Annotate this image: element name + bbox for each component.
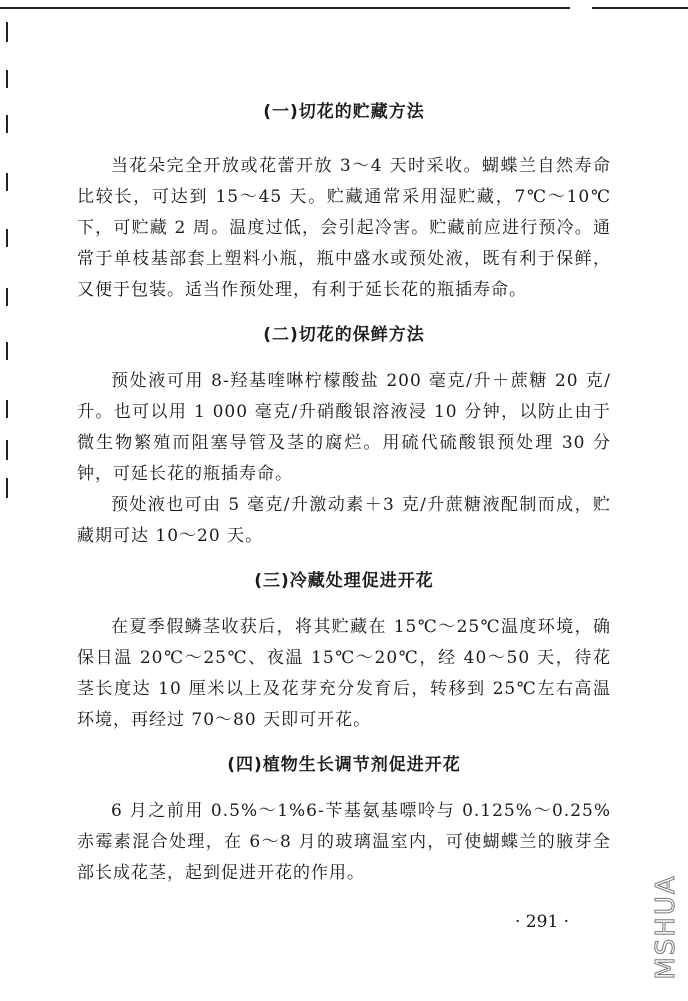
top-rule-right bbox=[592, 7, 688, 9]
body-paragraph: 预处液可用 8-羟基喹啉柠檬酸盐 200 毫克/升＋蔗糖 20 克/升。也可以用 1 000 毫克/升硝酸银溶液浸 10 分钟，以防止由于微生物繁殖而阻塞导管及茎的腐烂。用硫代硫酸银预处理 30 分钟，可延长花的瓶插寿命。 bbox=[77, 371, 611, 484]
scan-margin-mark bbox=[6, 440, 8, 460]
scan-margin-mark bbox=[6, 229, 8, 247]
body-paragraph: 在夏季假鳞茎收获后，将其贮藏在 15℃～25℃温度环境，确保日温 20℃～25℃、夜温 15℃～20℃，经 40～50 天，待花茎长度达 10 厘米以上及花芽充分发育后，转移到 25℃左右高温环境，再经过 70～80 天即可开花。 bbox=[77, 617, 611, 730]
body-paragraph: 预处液也可由 5 毫克/升激动素＋3 克/升蔗糖液配制而成，贮藏期可达 10～20 天。 bbox=[77, 495, 611, 546]
section-heading: (四)植物生长调节剂促进开花 bbox=[227, 755, 461, 775]
page-body bbox=[77, 100, 611, 889]
top-rule bbox=[0, 7, 570, 9]
watermark bbox=[646, 862, 686, 992]
scan-margin-mark bbox=[6, 173, 8, 191]
section-heading: (一)切花的贮藏方法 bbox=[263, 102, 425, 122]
page-number: · 291 · bbox=[515, 912, 570, 932]
scan-margin-mark bbox=[6, 22, 8, 42]
body-paragraph: 当花朵完全开放或花蕾开放 3～4 天时采收。蝴蝶兰自然寿命比较长，可达到 15～45 天。贮藏通常采用湿贮藏，7℃～10℃下，可贮藏 2 周。温度过低，会引起冷害。贮藏前应进行预冷。通常于单枝基部套上塑料小瓶，瓶中盛水或预处液，既有利于保鲜，又便于包装。适当作预处理，有利于延长花的瓶插寿命。 bbox=[77, 156, 611, 300]
scan-margin-mark bbox=[6, 400, 8, 418]
section-heading: (二)切花的保鲜方法 bbox=[263, 325, 425, 345]
watermark-text: MSHUA bbox=[651, 874, 681, 980]
section-heading: (三)冷藏处理促进开花 bbox=[254, 571, 434, 591]
scan-margin-mark bbox=[6, 70, 8, 88]
body-paragraph: 6 月之前用 0.5%～1%6-苄基氨基嘌呤与 0.125%～0.25%赤霉素混合处理，在 6～8 月的玻璃温室内，可使蝴蝶兰的腋芽全部长成花茎，起到促进开花的作用。 bbox=[77, 801, 611, 883]
scan-margin-mark bbox=[6, 478, 8, 498]
scan-margin-mark bbox=[6, 115, 8, 133]
scan-margin-mark bbox=[6, 342, 8, 360]
scan-margin-mark bbox=[6, 288, 8, 306]
